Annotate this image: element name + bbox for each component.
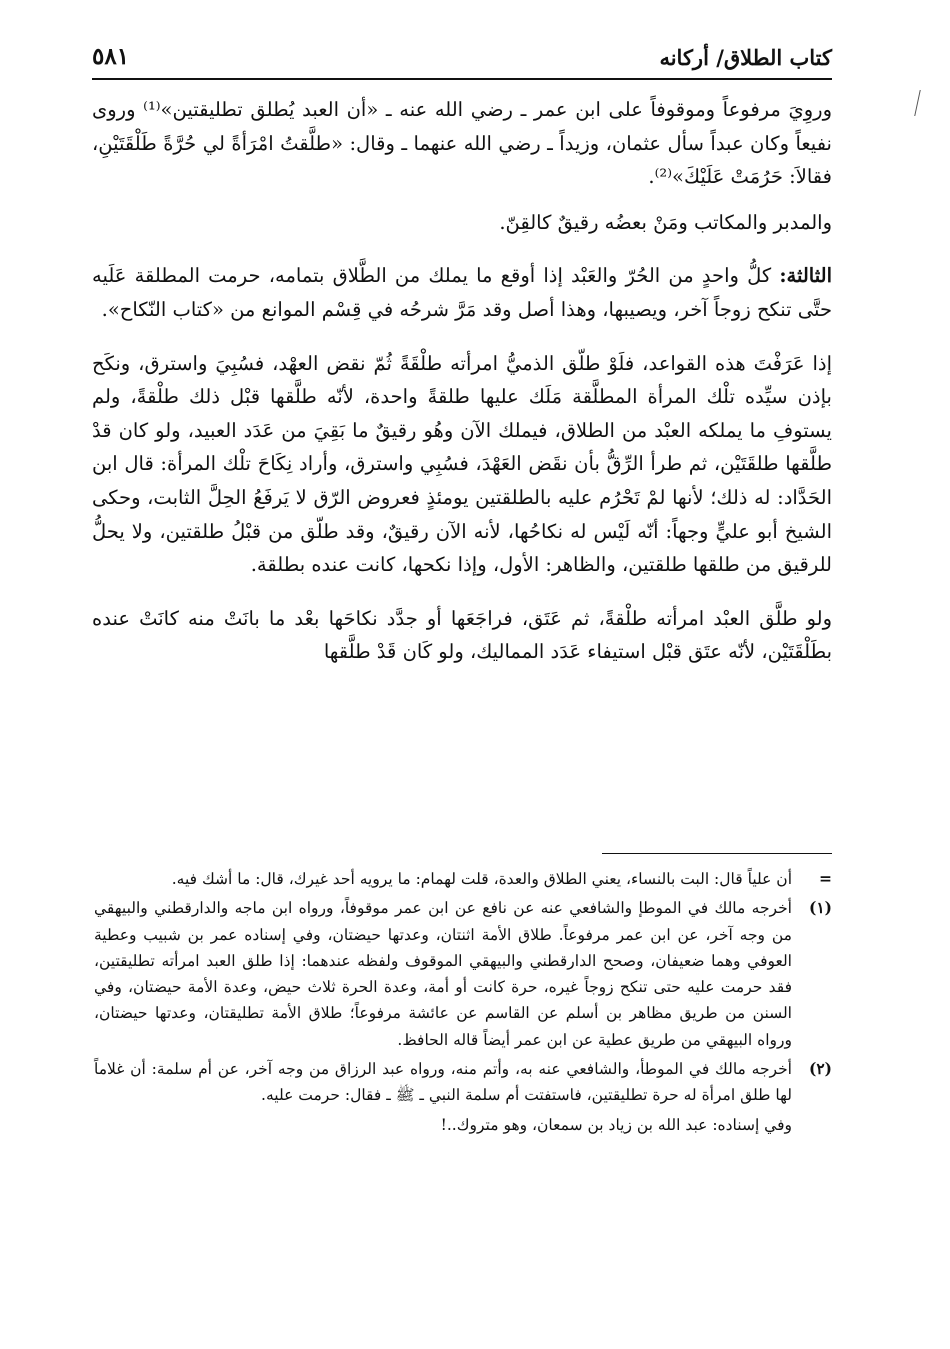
footnote-separator <box>602 853 832 854</box>
footnote-marker: (١) <box>808 898 832 918</box>
paragraph-4: إذا عَرَفْتَ هذه القواعد، فلَوْ طلّق الذميُّ امرأته طلْقَةً ثُمّ نقض العهْد، فسُبِيَ واسترق، ونكَح بإذن سيِّده تلْك المرأة المطلَّقة مَلَك عليها طلقةً واحدة، لأنّه طلَّقها قبْل ذلك طلْقةً، ولم يستوفِ ما يملكه العبْد من الطلاق، فيملك الآن وهُو رقيقٌ ما بَقِيَ من عَدَد العبيد، ولو كان قدْ طلَّقها طلقَتَيْن، ثم طرأ الرِّقُّ بأن نقَض العَهْدَ، فسُبِي واسترق، وأراد نِكَاحَ تلْك المرأة: قال ابن الحَدَّاد: له ذلك؛ لأنها لمْ تَحْرُم عليه بالطلقتين يومئذٍ فعروض الرّق لا يَرفَعُ الحِلَّ الثابت، وحكى الشيخ أبو عليٍّ وجهاً: أنّه لَيْس له نكاحُها، لأنه الآن رقيقٌ، وقد طلّق من قبْلُ طلقتين، ولا يحلُّ للرقيق من طلقها طلقتين، والظاهر: الأول، وإذا نكحها، كانت عنده بطلقة. <box>92 351 832 577</box>
running-header <box>92 30 832 70</box>
header-rule <box>92 78 832 80</box>
running-title: كتاب الطلاق/ أركانه <box>659 45 832 70</box>
paragraph-1: وروِيَ مرفوعاً وموقوفاً على ابن عمر ـ رضي الله عنه ـ «أن العبد يُطلق تطليقتين»⁽¹⁾ وروى نفيعاً وكان عبداً سأل عثمان، وزيداً ـ رضي الله عنهما ـ وقال: «طلَّقتُ امْرَأةً لي حُرَّةً طَلْقَتَيْنِ، فقالاَ: حَرُمَتْ عَلَيْكَ»⁽²⁾. <box>92 98 832 189</box>
paragraph-5: ولو طلَّق العبْد امرأته طلْقةً، ثم عَتَق، فراجَعَها أو جدَّد نكاحَها بعْد ما بانَتْ منه كانَتْ عنده بطَلْقَتَيْن، لأنّه عتَق قبْل استيفاء عَدَد المماليك، ولو كَان قَدْ طلَّقها <box>92 606 832 664</box>
main-text <box>92 93 832 689</box>
footnote-2 <box>94 1056 832 1109</box>
paragraph-3 <box>92 259 832 326</box>
footnote-text: أخرجه مالك في الموطإ والشافعي عنه عن نافع عن ابن عمر موقوفاً، ورواه ابن ماجه والدارقطني والبيهقي من وجه آخر، عن ابن عمر مرفوعاً. طلاق الأمة اثنتان، وعدتها حيضتان، وفي إسناده عمر بن شبيب وعطية العوفي وهما ضعيفان، وصحح الدارقطني والبيهقي الموقوف ولفظه عندهما: إذا طلق العبد امرأته تطليقتين، فقد حرمت عليه حتى تنكح زوجاً غيره، حرة كانت أو أمة، وعدة الحرة ثلاث حيض، وعدة الأمة حيضتان، وفي السنن من طريق مظاهر بن أسلم عن القاسم عن عائشة مرفوعاً؛ طلاق الأمة تطليقتان، وعدتها حيضتان، ورواه البيهقي من طريق عطية عن ابن عمر أيضاً قاله الحافظ. <box>94 899 792 1049</box>
footnote-continuation <box>94 866 832 892</box>
footnote-text: أن علياً قال: البت بالنساء، يعني الطلاق والعدة، قلت لهمام: ما يرويه أحد غيرك، قال: ما أشك فيه. <box>171 870 792 888</box>
paragraph-3-text: كلُّ واحدٍ من الحُرّ والعَبْد إذا أوقع ما يملك من الطَّلاق بتمامه، حرمت المطلقة عَلَيه حتَّى تنكح زوجاً آخر، ويصيبها، وهذا أصل وقد مَرَّ شرحُه في قِسْم الموانع من «كتاب النّكاح». <box>92 264 832 321</box>
footnote-1 <box>94 895 832 1053</box>
section-lead-word: الثالثة: <box>779 264 832 288</box>
footnote-2-extra: وفي إسناده: عبد الله بن زياد بن سمعان، وهو متروك..! <box>440 1115 792 1134</box>
margin-mark <box>914 90 933 116</box>
paragraph-2: والمدبر والمكاتب ومَنْ بعضُه رقيقٌ كالقِنّ. <box>499 210 832 234</box>
footnote-marker: (٢) <box>808 1059 832 1079</box>
footnote-marker: = <box>819 869 832 888</box>
footnotes <box>94 866 832 1138</box>
page-number: ٥٨١ <box>92 43 130 70</box>
footnote-text: أخرجه مالك في الموطأ، والشافعي عنه به، وأتم منه، ورواه عبد الرزاق من وجه آخر، عن أم سلمة: أن غلاماً لها طلق امرأة له حرة تطليقتين، فاستفتت أم سلمة النبي ـ ﷺ ـ فقال: حرمت عليه. <box>94 1060 792 1105</box>
